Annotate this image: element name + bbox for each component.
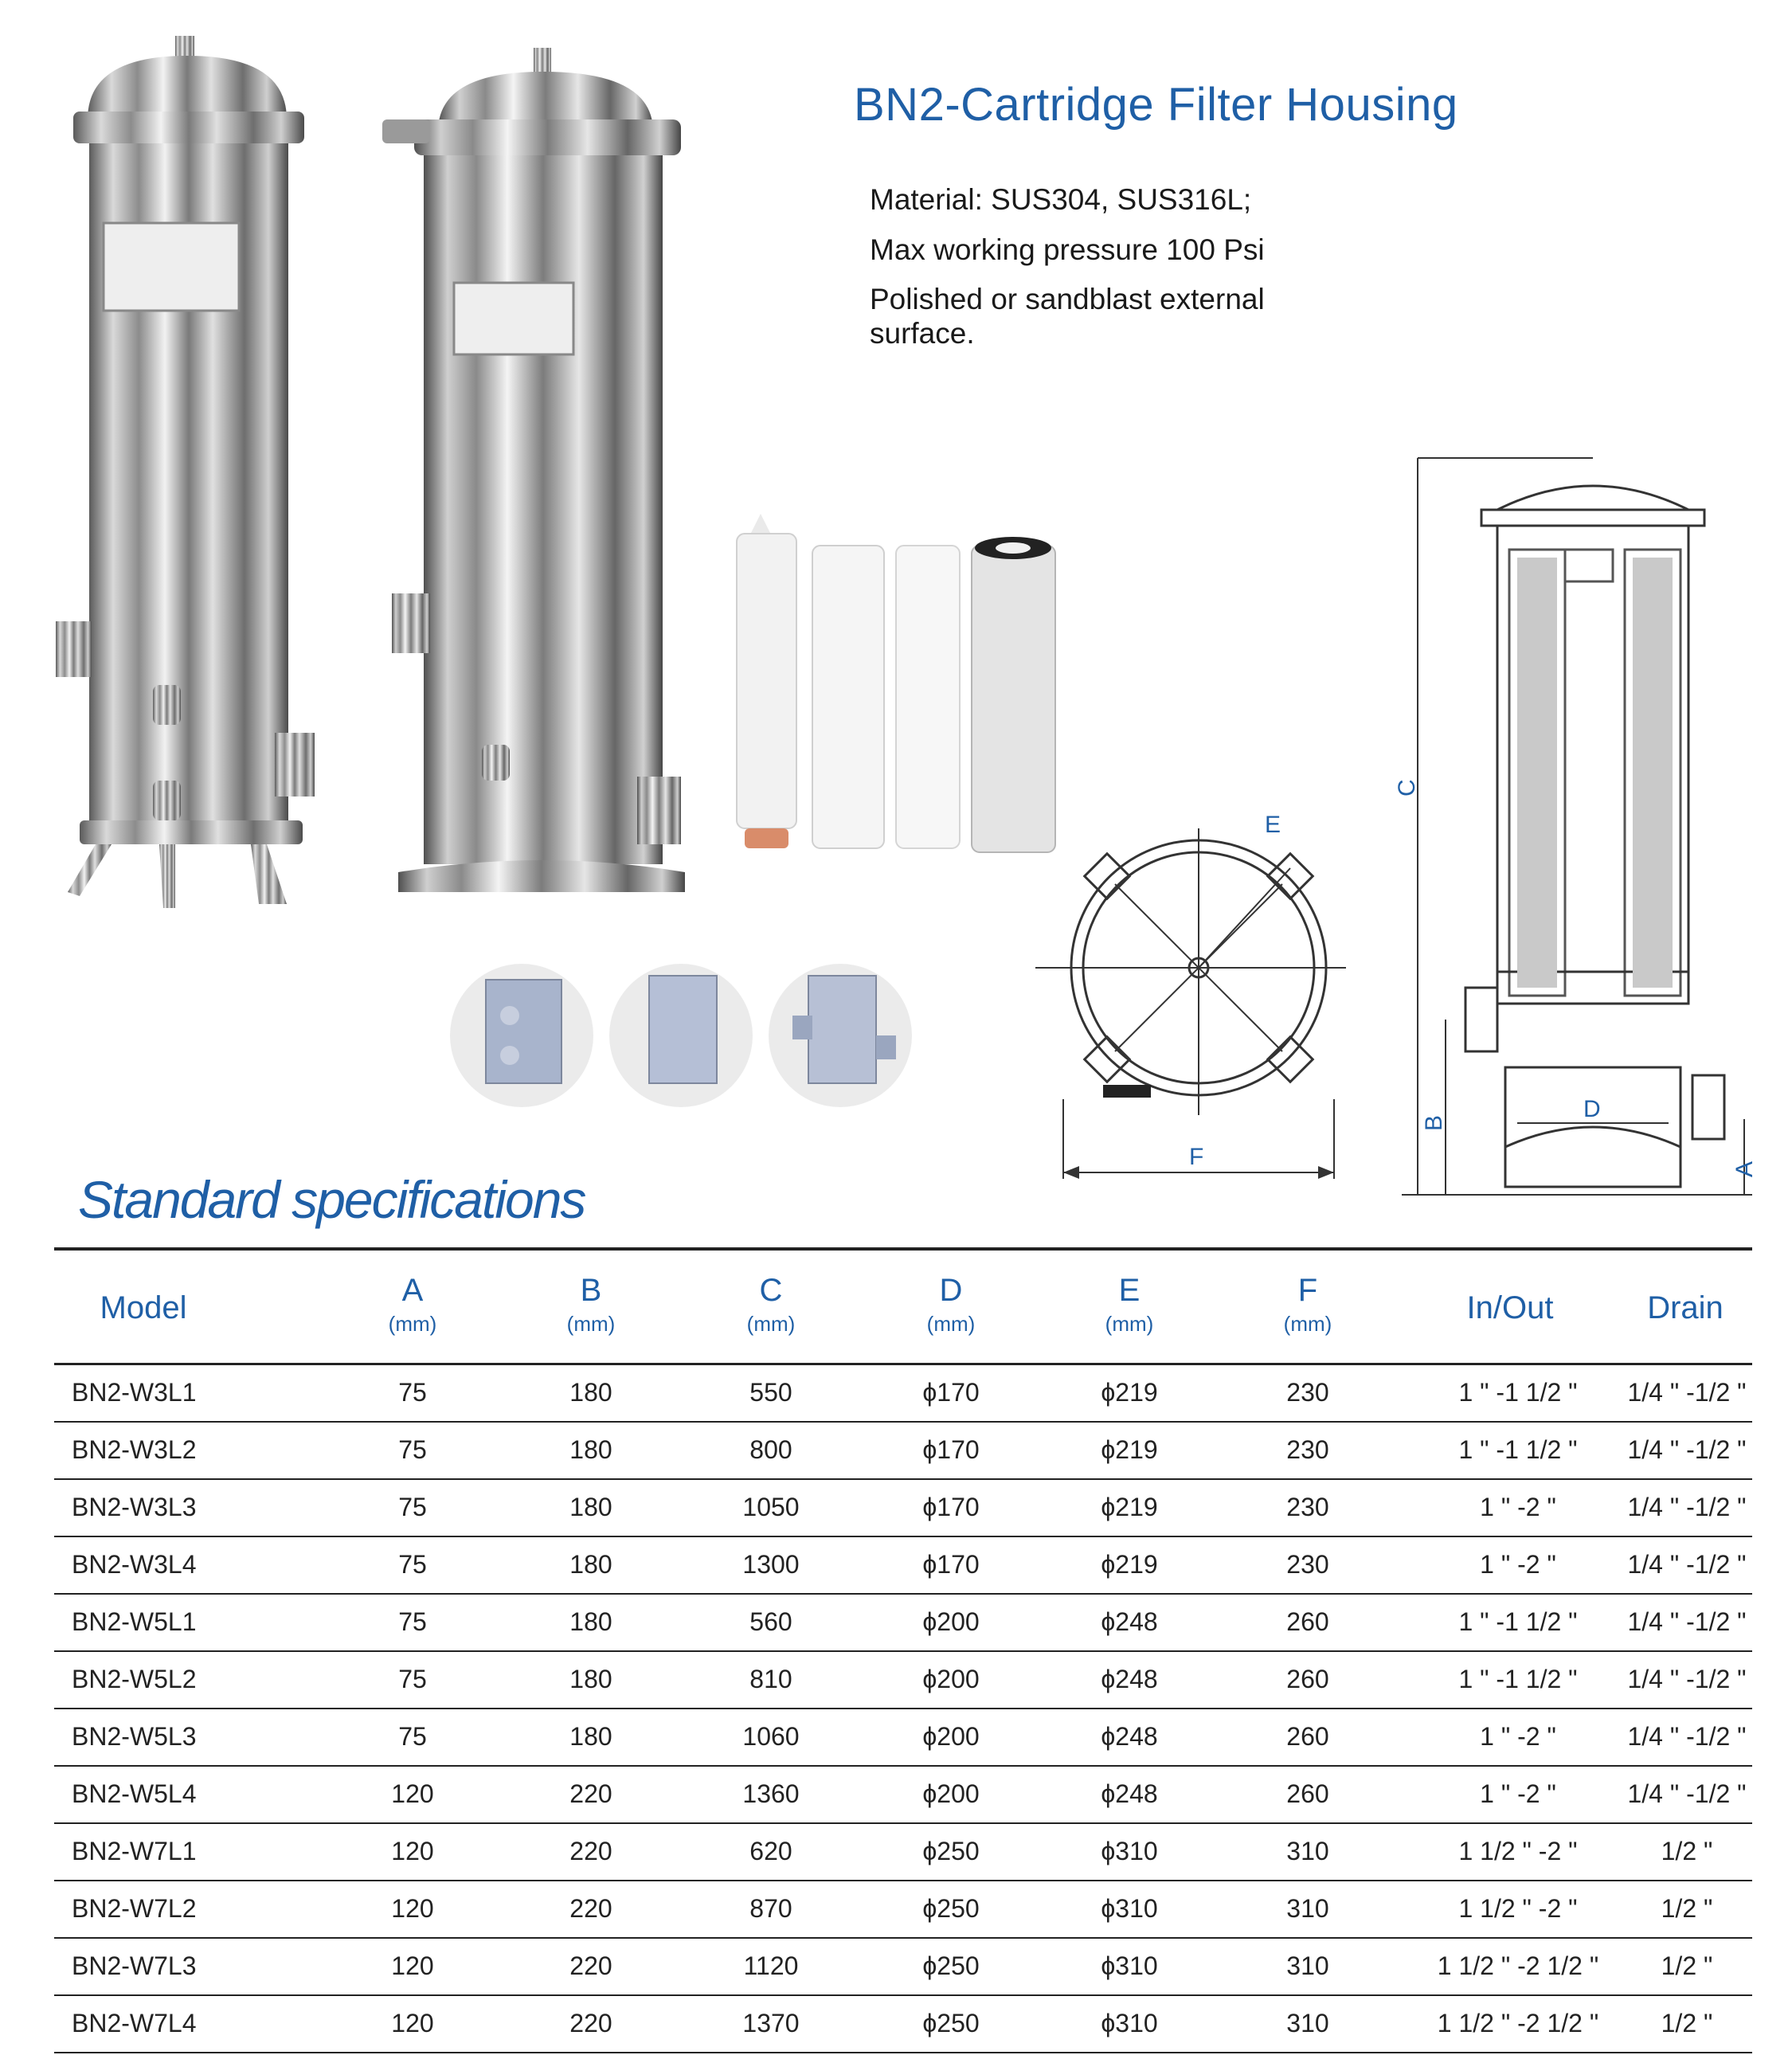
cell-in-out: 1 " -2 " [1480,1779,1556,1808]
cell-drain: 1/2 " [1661,1837,1713,1865]
cell-a: 75 [398,1378,427,1407]
cell-drain: 1/2 " [1661,2009,1713,2037]
cell-drain: 1/4 " -1/2 " [1627,1607,1747,1636]
cell-e: ϕ248 [1101,1607,1158,1636]
cell-d: ϕ200 [922,1722,980,1751]
cell-e: ϕ310 [1101,1951,1158,1980]
cell-drain: 1/4 " -1/2 " [1627,1779,1747,1808]
cell-c: 560 [749,1607,792,1636]
cell-a: 75 [398,1550,427,1579]
cell-d: ϕ250 [922,2009,980,2037]
cell-b: 180 [569,1665,612,1693]
cell-f: 230 [1286,1378,1329,1407]
cell-model: BN2-W3L4 [72,1550,197,1579]
cell-c: 1360 [742,1779,800,1808]
cell-e: ϕ310 [1101,1894,1158,1923]
table-row [54,1939,1752,1996]
cell-in-out: 1 " -1 1/2 " [1458,1665,1578,1693]
cell-in-out: 1 " -2 " [1480,1550,1556,1579]
col-header-c: C (mm) [746,1273,796,1336]
cell-e: ϕ219 [1101,1435,1158,1464]
cell-b: 180 [569,1550,612,1579]
cell-in-out: 1 " -2 " [1480,1493,1556,1521]
cell-c: 1120 [743,1951,799,1980]
cell-model: BN2-W7L3 [72,1951,197,1980]
cell-d: ϕ200 [922,1665,980,1693]
cell-c: 620 [749,1837,792,1865]
cell-drain: 1/2 " [1661,1894,1713,1923]
cell-d: ϕ250 [922,1837,980,1865]
cell-e: ϕ248 [1101,1722,1158,1751]
cell-c: 810 [749,1665,792,1693]
cell-f: 260 [1286,1665,1329,1693]
table-row [54,1595,1752,1652]
diagram-label-d: D [1583,1096,1601,1122]
col-header-f: F (mm) [1283,1273,1332,1336]
table-row [54,1881,1752,1939]
cell-in-out: 1 " -1 1/2 " [1458,1607,1578,1636]
cell-f: 310 [1286,1894,1329,1923]
cell-d: ϕ170 [922,1550,980,1579]
top-view-diagram [1027,797,1354,1195]
cell-a: 120 [391,1837,434,1865]
cell-b: 180 [569,1722,612,1751]
table-row [54,1365,1752,1423]
table-row [54,1709,1752,1767]
spec-surface-line2: surface. [870,317,975,350]
cell-a: 75 [398,1435,427,1464]
cell-drain: 1/4 " -1/2 " [1627,1550,1747,1579]
col-header-a: A (mm) [388,1273,437,1336]
filter-housing-photo-large [350,44,717,900]
table-top-rule [54,1247,1752,1251]
cell-c: 1060 [742,1722,800,1751]
diagram-label-a: A [1731,1161,1758,1177]
cell-model: BN2-W5L3 [72,1722,197,1751]
cell-e: ϕ248 [1101,1779,1158,1808]
cell-e: ϕ219 [1101,1493,1158,1521]
cell-model: BN2-W5L2 [72,1665,197,1693]
cell-drain: 1/4 " -1/2 " [1627,1722,1747,1751]
cell-c: 1370 [742,2009,800,2037]
diagram-label-e: E [1265,812,1281,838]
cell-c: 1050 [742,1493,800,1521]
cell-c: 800 [749,1435,792,1464]
cell-a: 75 [398,1665,427,1693]
cell-a: 120 [391,1894,434,1923]
col-header-d: D (mm) [926,1273,976,1336]
cell-d: ϕ170 [922,1378,980,1407]
leg-stand-options [446,956,924,1115]
col-header-b: B (mm) [566,1273,616,1336]
cell-d: ϕ200 [922,1607,980,1636]
cell-e: ϕ310 [1101,2009,1158,2037]
cell-f: 260 [1286,1722,1329,1751]
cell-a: 75 [398,1607,427,1636]
diagram-label-b: B [1421,1114,1447,1131]
cell-b: 220 [569,1951,612,1980]
diagram-label-c: C [1394,779,1420,797]
cell-model: BN2-W7L1 [72,1837,197,1865]
cell-model: BN2-W7L2 [72,1894,197,1923]
cell-model: BN2-W3L1 [72,1378,197,1407]
cell-in-out: 1 1/2 " -2 " [1458,1837,1578,1865]
cell-a: 75 [398,1493,427,1521]
cell-drain: 1/4 " -1/2 " [1627,1665,1747,1693]
cell-d: ϕ170 [922,1493,980,1521]
cell-b: 180 [569,1378,612,1407]
filter-cartridges-photo [721,510,1079,868]
table-row [54,1996,1752,2053]
cell-f: 260 [1286,1779,1329,1808]
cell-a: 120 [391,1951,434,1980]
cell-in-out: 1 " -2 " [1480,1722,1556,1751]
side-view-diagram [1386,446,1768,1211]
cell-in-out: 1 " -1 1/2 " [1458,1378,1578,1407]
cell-f: 310 [1286,1837,1329,1865]
cell-in-out: 1 1/2 " -2 " [1458,1894,1578,1923]
row-divider [54,2052,1752,2053]
cell-c: 870 [749,1894,792,1923]
table-row [54,1480,1752,1537]
table-row [54,1537,1752,1595]
cell-d: ϕ250 [922,1894,980,1923]
section-heading: Standard specifications [78,1170,585,1229]
cell-d: ϕ250 [922,1951,980,1980]
col-header-in-out: In/Out [1466,1290,1554,1325]
cell-drain: 1/4 " -1/2 " [1627,1435,1747,1464]
page-title: BN2-Cartridge Filter Housing [854,79,1458,131]
cell-f: 230 [1286,1493,1329,1521]
col-header-model: Model [100,1290,187,1325]
cell-b: 220 [569,2009,612,2037]
spec-material: Material: SUS304, SUS316L; [870,183,1252,216]
filter-housing-photo-small [56,32,342,916]
cell-drain: 1/4 " -1/2 " [1627,1378,1747,1407]
cell-c: 550 [749,1378,792,1407]
cell-b: 220 [569,1837,612,1865]
spec-pressure: Max working pressure 100 Psi [870,233,1265,266]
cell-b: 220 [569,1779,612,1808]
cell-in-out: 1 1/2 " -2 1/2 " [1437,1951,1599,1980]
cell-f: 230 [1286,1550,1329,1579]
cell-drain: 1/2 " [1661,1951,1713,1980]
cell-d: ϕ170 [922,1435,980,1464]
cell-a: 120 [391,2009,434,2037]
diagram-label-f: F [1189,1144,1204,1170]
cell-model: BN2-W7L4 [72,2009,197,2037]
table-row [54,1652,1752,1709]
cell-model: BN2-W5L4 [72,1779,197,1808]
cell-a: 75 [398,1722,427,1751]
cell-b: 180 [569,1607,612,1636]
cell-b: 180 [569,1493,612,1521]
cell-e: ϕ219 [1101,1550,1158,1579]
cell-drain: 1/4 " -1/2 " [1627,1493,1747,1521]
col-header-drain: Drain [1647,1290,1724,1325]
cell-model: BN2-W5L1 [72,1607,197,1636]
cell-b: 220 [569,1894,612,1923]
cell-d: ϕ200 [922,1779,980,1808]
col-header-e: E (mm) [1105,1273,1154,1336]
cell-e: ϕ310 [1101,1837,1158,1865]
cell-f: 260 [1286,1607,1329,1636]
cell-model: BN2-W3L3 [72,1493,197,1521]
cell-f: 310 [1286,2009,1329,2037]
cell-f: 310 [1286,1951,1329,1980]
table-row [54,1423,1752,1480]
cell-e: ϕ219 [1101,1378,1158,1407]
cell-e: ϕ248 [1101,1665,1158,1693]
cell-b: 180 [569,1435,612,1464]
cell-c: 1300 [742,1550,800,1579]
spec-surface-line1: Polished or sandblast external [870,283,1265,315]
cell-a: 120 [391,1779,434,1808]
cell-in-out: 1 " -1 1/2 " [1458,1435,1578,1464]
table-row [54,1824,1752,1881]
table-row [54,1767,1752,1824]
cell-f: 230 [1286,1435,1329,1464]
cell-model: BN2-W3L2 [72,1435,197,1464]
cell-in-out: 1 1/2 " -2 1/2 " [1437,2009,1599,2037]
